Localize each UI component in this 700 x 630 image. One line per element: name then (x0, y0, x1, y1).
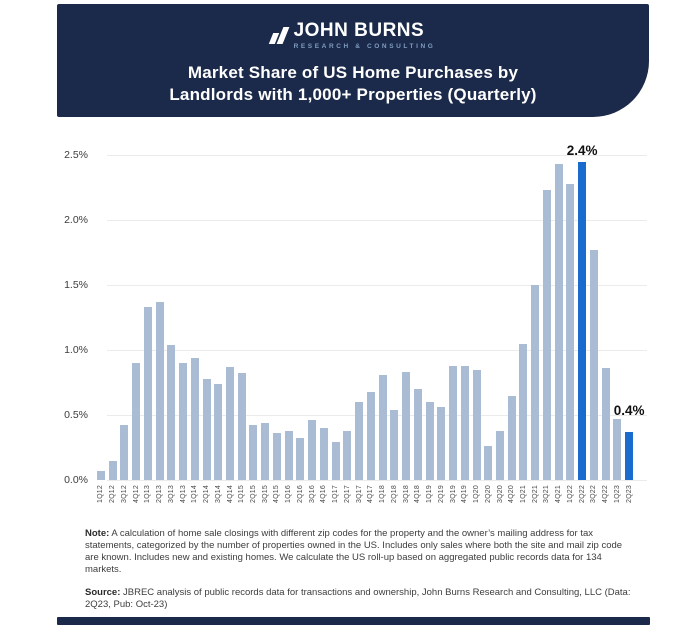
x-tick-label (542, 485, 552, 517)
x-tick-label (612, 485, 622, 517)
x-tick-text: 4Q12 (132, 485, 140, 503)
x-tick-text: 1Q15 (238, 485, 246, 503)
footnotes (85, 528, 633, 611)
bar-chart (0, 117, 700, 517)
x-tick-text: 4Q20 (508, 485, 516, 503)
x-tick-text: 3Q17 (355, 485, 363, 503)
x-tick-text: 2Q13 (156, 485, 164, 503)
x-tick-text: 3Q14 (214, 485, 222, 503)
bar-4q13 (179, 363, 187, 480)
page-title-line2: Landlords with 1,000+ Properties (Quarterly) (169, 85, 537, 105)
x-tick-label (554, 485, 564, 517)
x-tick-text: 3Q21 (543, 485, 551, 503)
x-tick-label (518, 485, 528, 517)
bar-2q23 (625, 432, 633, 480)
x-tick-label (425, 485, 435, 517)
x-tick-label (319, 485, 329, 517)
x-tick-label (483, 485, 493, 517)
x-tick-label (248, 485, 258, 517)
x-tick-text: 2Q17 (343, 485, 351, 503)
x-tick-text: 1Q17 (332, 485, 340, 503)
page-title (57, 62, 649, 106)
x-tick-label (601, 485, 611, 517)
x-tick-text: 4Q16 (320, 485, 328, 503)
data-label: 2.4% (566, 142, 598, 158)
x-tick-label (577, 485, 587, 517)
x-tick-text: 3Q12 (120, 485, 128, 503)
x-tick-text: 1Q16 (285, 485, 293, 503)
brand-name: JOHN BURNS (293, 20, 425, 41)
x-tick-text: 2Q12 (109, 485, 117, 503)
footer-accent-bar (57, 617, 650, 625)
bar-4q18 (414, 389, 422, 480)
x-tick-text: 2Q18 (390, 485, 398, 503)
x-tick-text: 3Q22 (590, 485, 598, 503)
bar-3q15 (261, 423, 269, 480)
bar-1q21 (519, 344, 527, 481)
x-tick-label (472, 485, 482, 517)
bar-2q16 (296, 438, 304, 480)
bar-2q18 (390, 410, 398, 480)
x-tick-label (436, 485, 446, 517)
x-tick-text: 3Q15 (261, 485, 269, 503)
x-tick-text: 2Q19 (437, 485, 445, 503)
x-tick-text: 2Q16 (296, 485, 304, 503)
source-label: Source: (85, 586, 121, 598)
x-tick-text: 4Q17 (367, 485, 375, 503)
x-tick-text: 4Q21 (555, 485, 563, 503)
bar-4q22 (602, 368, 610, 480)
x-tick-text: 1Q12 (97, 485, 105, 503)
x-tick-text: 1Q23 (613, 485, 621, 503)
x-tick-label (624, 485, 634, 517)
x-tick-text: 3Q20 (496, 485, 504, 503)
source-text: Source: JBREC analysis of public records data for transactions and ownership, John Burns Research and Consulting, LLC (Data: 2Q23, Pub: Oct-23) (85, 586, 631, 610)
x-tick-label (155, 485, 165, 517)
x-tick-label (284, 485, 294, 517)
y-tick-label: 2.5% (64, 149, 88, 161)
bar-2q19 (437, 407, 445, 480)
x-tick-label (366, 485, 376, 517)
x-tick-label (413, 485, 423, 517)
bar-3q19 (449, 366, 457, 480)
x-tick-label (342, 485, 352, 517)
plot-area (64, 142, 647, 503)
brand-tagline: RESEARCH & CONSULTING (293, 43, 436, 50)
x-tick-label (96, 485, 106, 517)
x-tick-label (237, 485, 247, 517)
bar-2q22 (578, 162, 586, 481)
company-logo (57, 4, 649, 50)
x-tick-label (354, 485, 364, 517)
bar-2q15 (249, 425, 257, 480)
bar-3q20 (496, 431, 504, 480)
x-tick-text: 2Q20 (484, 485, 492, 503)
bar-1q22 (566, 184, 574, 480)
x-tick-text: 4Q13 (179, 485, 187, 503)
x-tick-text: 3Q13 (167, 485, 175, 503)
x-tick-label (378, 485, 388, 517)
gridline (107, 480, 647, 481)
bar-4q17 (367, 392, 375, 480)
x-tick-label (389, 485, 399, 517)
x-tick-label (401, 485, 411, 517)
bar-4q21 (555, 164, 563, 480)
bar-3q13 (167, 345, 175, 480)
x-tick-text: 4Q18 (414, 485, 422, 503)
x-tick-label (272, 485, 282, 517)
x-tick-text: 4Q15 (273, 485, 281, 503)
x-tick-text: 1Q22 (566, 485, 574, 503)
bar-2q17 (343, 431, 351, 480)
x-tick-text: 1Q14 (191, 485, 199, 503)
bar-4q15 (273, 433, 281, 480)
bar-4q14 (226, 367, 234, 480)
note-label: Note: (85, 528, 110, 539)
x-tick-text: 4Q14 (226, 485, 234, 503)
x-tick-text: 4Q22 (602, 485, 610, 503)
bar-4q16 (320, 428, 328, 480)
x-tick-label (119, 485, 129, 517)
bar-2q21 (531, 285, 539, 480)
header-banner (57, 4, 649, 117)
bar-1q12 (97, 471, 105, 480)
x-tick-label (131, 485, 141, 517)
x-tick-label (460, 485, 470, 517)
x-tick-text: 4Q19 (461, 485, 469, 503)
bar-4q12 (132, 363, 140, 480)
john-burns-logo-icon (271, 27, 286, 44)
x-tick-label (589, 485, 599, 517)
x-tick-text: 3Q18 (402, 485, 410, 503)
x-tick-label (178, 485, 188, 517)
x-tick-label (225, 485, 235, 517)
bar-3q21 (543, 190, 551, 480)
bar-1q17 (332, 442, 340, 480)
bar-3q22 (590, 250, 598, 480)
y-tick-label: 1.5% (64, 279, 88, 291)
bar-1q14 (191, 358, 199, 480)
x-tick-label (295, 485, 305, 517)
x-tick-label (260, 485, 270, 517)
data-label: 0.4% (613, 402, 645, 418)
y-tick-label: 0.0% (64, 474, 88, 486)
bar-1q19 (426, 402, 434, 480)
bar-1q23 (613, 419, 621, 480)
y-tick-label: 2.0% (64, 214, 88, 226)
y-tick-label: 0.5% (64, 409, 88, 421)
bar-4q19 (461, 366, 469, 480)
bar-3q12 (120, 425, 128, 480)
x-tick-text: 1Q13 (144, 485, 152, 503)
x-tick-label (530, 485, 540, 517)
bar-1q16 (285, 431, 293, 480)
bar-2q13 (156, 302, 164, 480)
x-tick-text: 1Q21 (519, 485, 527, 503)
x-tick-label (331, 485, 341, 517)
x-tick-label (507, 485, 517, 517)
bar-2q14 (203, 379, 211, 480)
x-tick-label (202, 485, 212, 517)
x-tick-text: 2Q21 (531, 485, 539, 503)
x-tick-label (307, 485, 317, 517)
bar-1q13 (144, 307, 152, 480)
x-tick-label (190, 485, 200, 517)
x-tick-label (108, 485, 118, 517)
x-tick-text: 3Q16 (308, 485, 316, 503)
bar-1q20 (473, 370, 481, 481)
bar-3q14 (214, 384, 222, 480)
x-tick-label (213, 485, 223, 517)
x-tick-text: 1Q19 (426, 485, 434, 503)
y-tick-label: 1.0% (64, 344, 88, 356)
x-tick-text: 1Q18 (379, 485, 387, 503)
note-text: Note: A calculation of home sale closings with different zip codes for the property and the owner’s mailing address for tax statements, categorized by the number of properties owned in the US. Includes only sales where both the site and mail zip code are known. Includes new and existing homes. We calculate the US roll-up based on aggregated public records data for 134 markets. (85, 528, 623, 575)
bar-2q12 (109, 461, 117, 481)
x-tick-label (448, 485, 458, 517)
x-tick-label (495, 485, 505, 517)
x-tick-label (565, 485, 575, 517)
x-tick-text: 3Q19 (449, 485, 457, 503)
x-tick-text: 2Q15 (249, 485, 257, 503)
bar-2q20 (484, 446, 492, 480)
bar-1q18 (379, 375, 387, 480)
x-tick-label (166, 485, 176, 517)
bar-1q15 (238, 373, 246, 480)
page-title-line1: Market Share of US Home Purchases by (187, 63, 519, 82)
x-tick-text: 2Q23 (625, 485, 633, 503)
bar-4q20 (508, 396, 516, 481)
x-tick-text: 2Q22 (578, 485, 586, 503)
bar-3q16 (308, 420, 316, 480)
bar-3q18 (402, 372, 410, 480)
x-tick-label (143, 485, 153, 517)
bar-3q17 (355, 402, 363, 480)
x-tick-text: 2Q14 (203, 485, 211, 503)
x-tick-text: 1Q20 (473, 485, 481, 503)
